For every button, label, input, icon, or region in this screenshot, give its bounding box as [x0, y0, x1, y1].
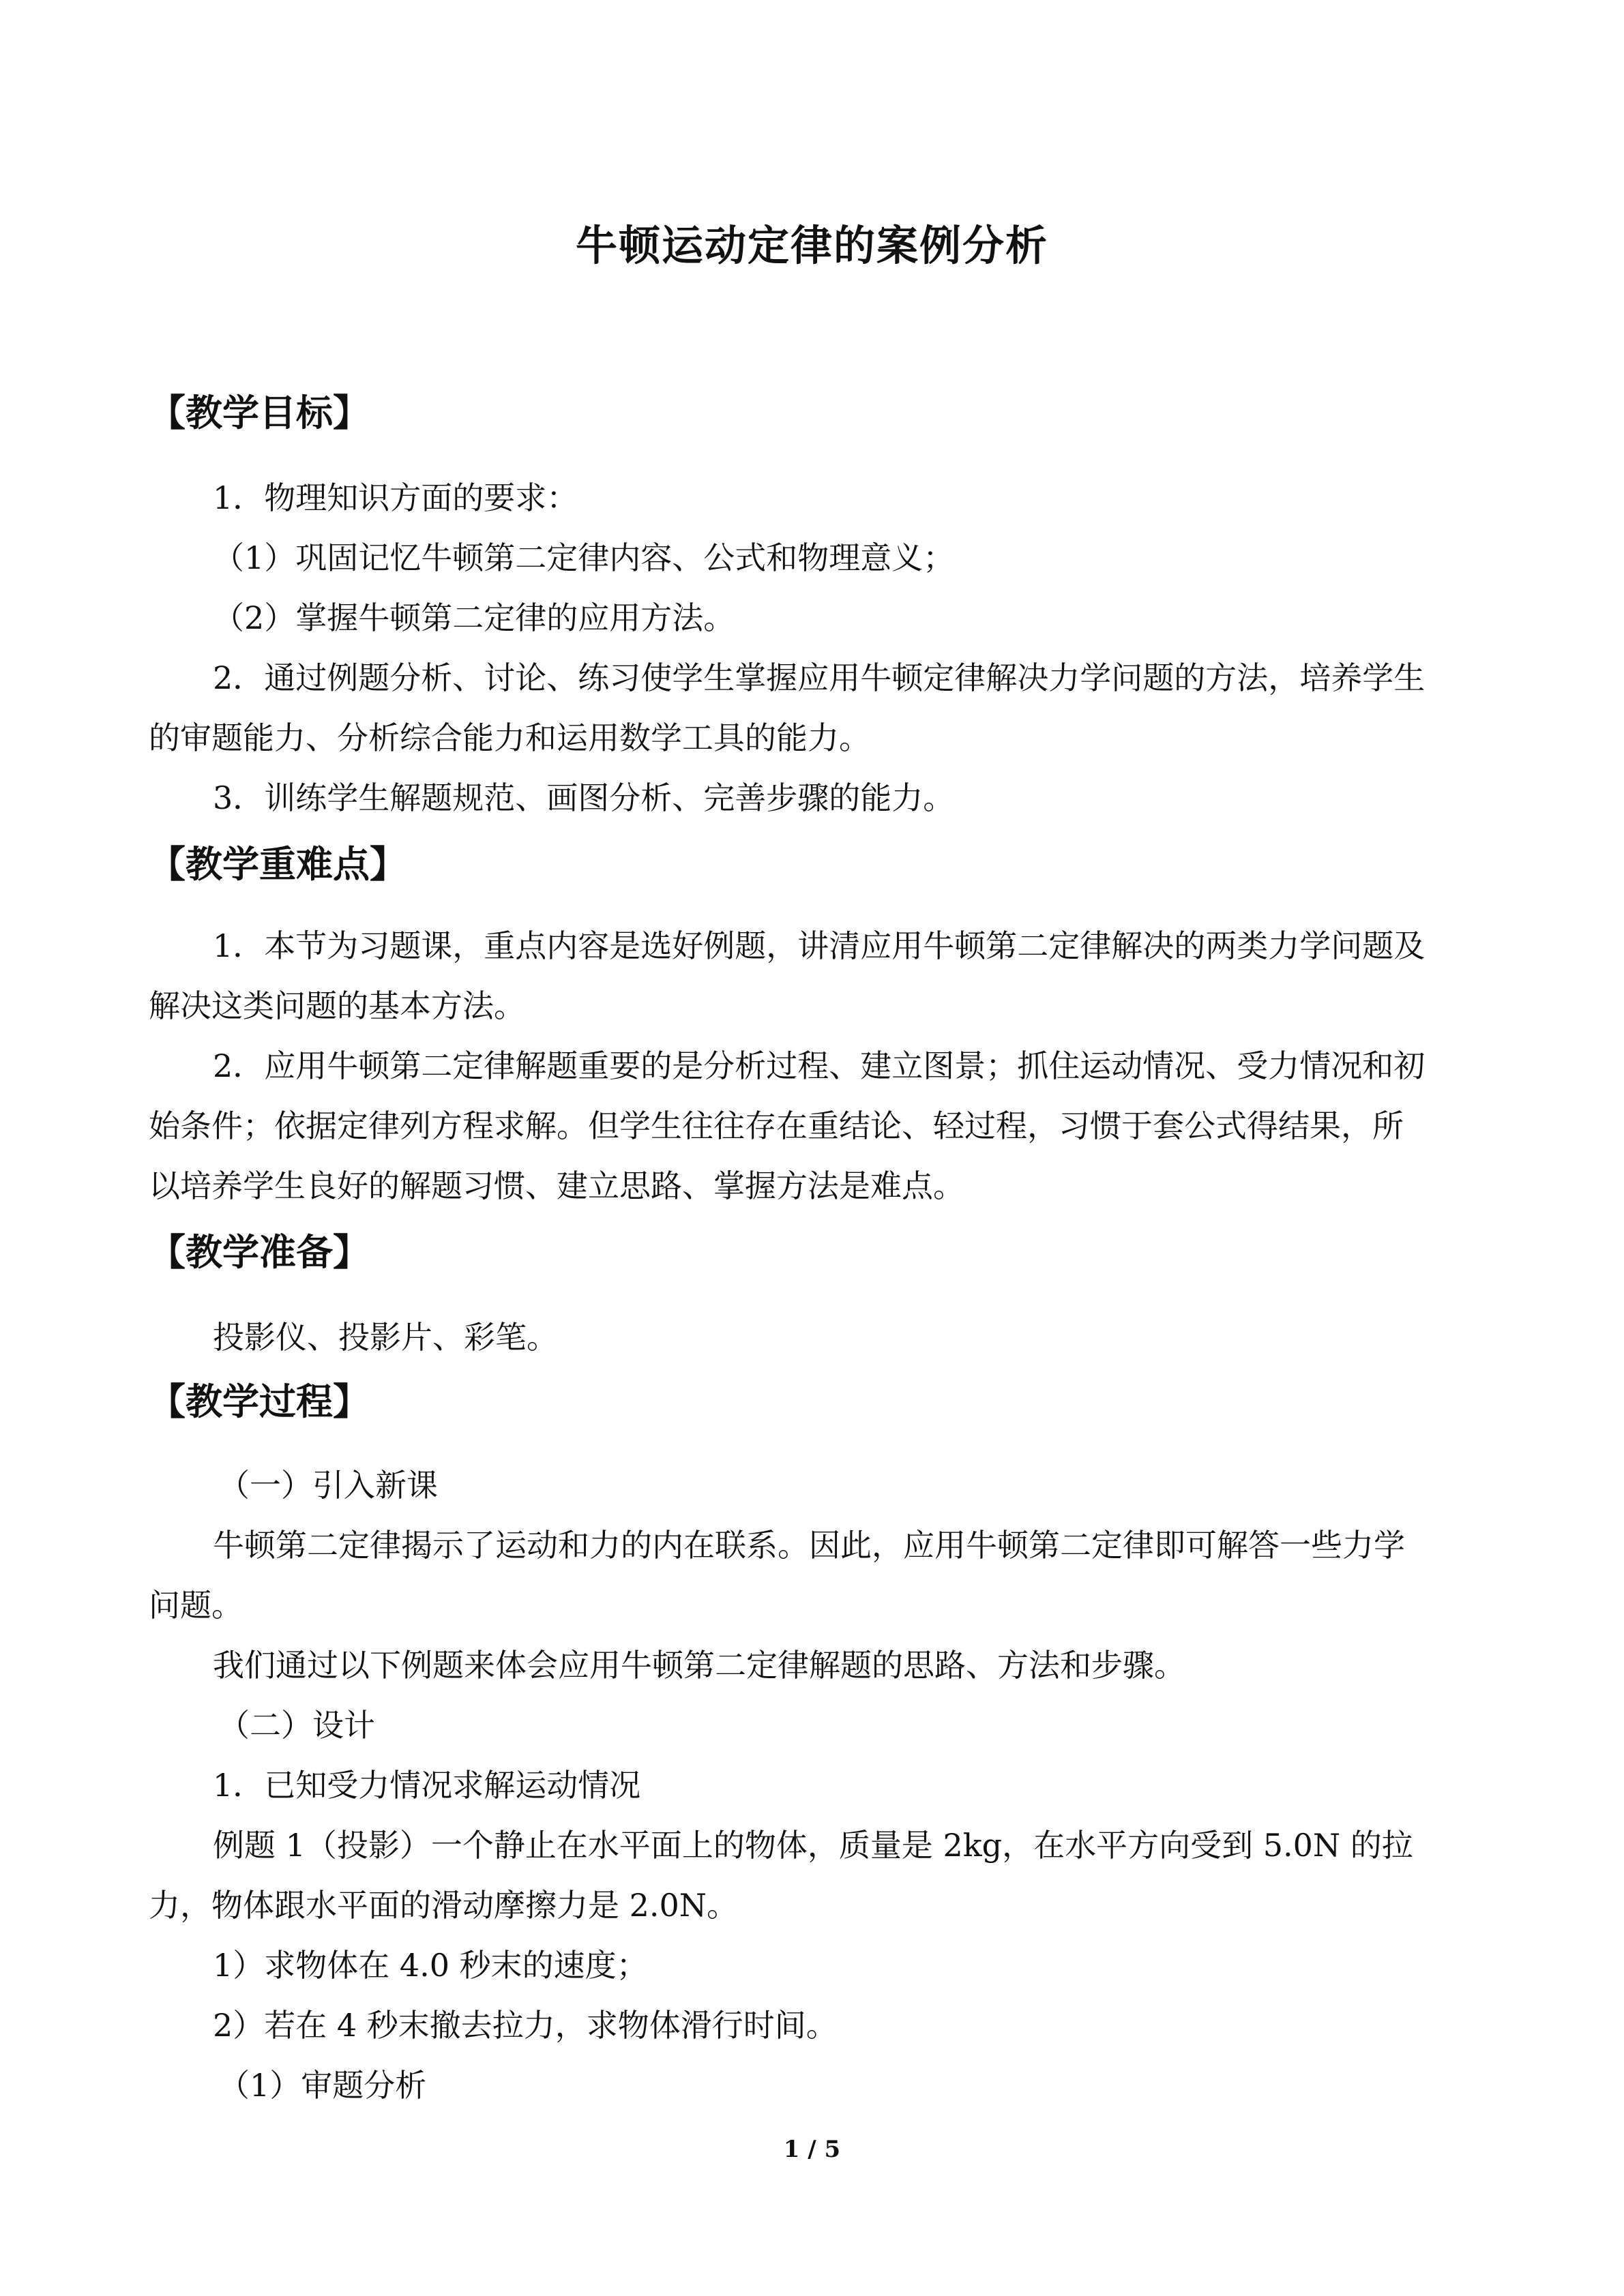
document-title: 牛顿运动定律的案例分析 — [575, 222, 1048, 270]
section-heading-process: 【教学过程】 — [149, 1380, 370, 1423]
paragraph-line: 投影仪、投影片、彩笔。 — [213, 1319, 558, 1356]
paragraph-line: （1）巩固记忆牛顿第二定律内容、公式和物理意义； — [213, 539, 955, 576]
section-heading-preparation: 【教学准备】 — [149, 1230, 370, 1274]
section-heading-objectives: 【教学目标】 — [149, 391, 370, 434]
paragraph-line: 牛顿第二定律揭示了运动和力的内在联系。因此，应用牛顿第二定律即可解答一些力学 — [213, 1527, 1405, 1564]
paragraph-line: 2）若在 4 秒末撤去拉力，求物体滑行时间。 — [213, 2007, 838, 2044]
paragraph-line: 2．通过例题分析、讨论、练习使学生掌握应用牛顿定律解决力学问题的方法，培养学生 — [213, 659, 1426, 696]
paragraph-line: 力，物体跟水平面的滑动摩擦力是 2.0N。 — [149, 1887, 739, 1924]
paragraph-line: 以培养学生良好的解题习惯、建立思路、掌握方法是难点。 — [149, 1167, 964, 1204]
paragraph-line: 1．本节为习题课，重点内容是选好例题，讲清应用牛顿第二定律解决的两类力学问题及 — [213, 927, 1426, 964]
paragraph-line: （2）掌握牛顿第二定律的应用方法。 — [213, 599, 735, 636]
paragraph-line: 我们通过以下例题来体会应用牛顿第二定律解题的思路、方法和步骤。 — [213, 1647, 1185, 1684]
paragraph-line: 2．应用牛顿第二定律解题重要的是分析过程、建立图景；抓住运动情况、受力情况和初 — [213, 1047, 1426, 1084]
paragraph-line: 问题。 — [149, 1587, 243, 1624]
paragraph-line: （一）引入新课 — [218, 1467, 438, 1504]
paragraph-line: 1．物理知识方面的要求： — [213, 479, 578, 516]
paragraph-line: 例题 1（投影）一个静止在水平面上的物体，质量是 2kg，在水平方向受到 5.0N 的拉 — [213, 1827, 1413, 1864]
section-heading-key-points: 【教学重难点】 — [149, 842, 407, 886]
paragraph-line: 3．训练学生解题规范、画图分析、完善步骤的能力。 — [213, 779, 955, 816]
paragraph-line: 始条件；依据定律列方程求解。但学生往往存在重结论、轻过程，习惯于套公式得结果，所 — [149, 1107, 1404, 1144]
paragraph-line: 的审题能力、分析综合能力和运用数学工具的能力。 — [149, 719, 870, 756]
paragraph-line: 解决这类问题的基本方法。 — [149, 987, 525, 1024]
paragraph-line: 1．已知受力情况求解运动情况 — [213, 1767, 641, 1804]
page-number: 1 / 5 — [783, 2136, 841, 2163]
paragraph-line: （1）审题分析 — [218, 2067, 427, 2104]
paragraph-line: （二）设计 — [218, 1707, 375, 1744]
paragraph-line: 1）求物体在 4.0 秒末的速度； — [213, 1947, 648, 1984]
